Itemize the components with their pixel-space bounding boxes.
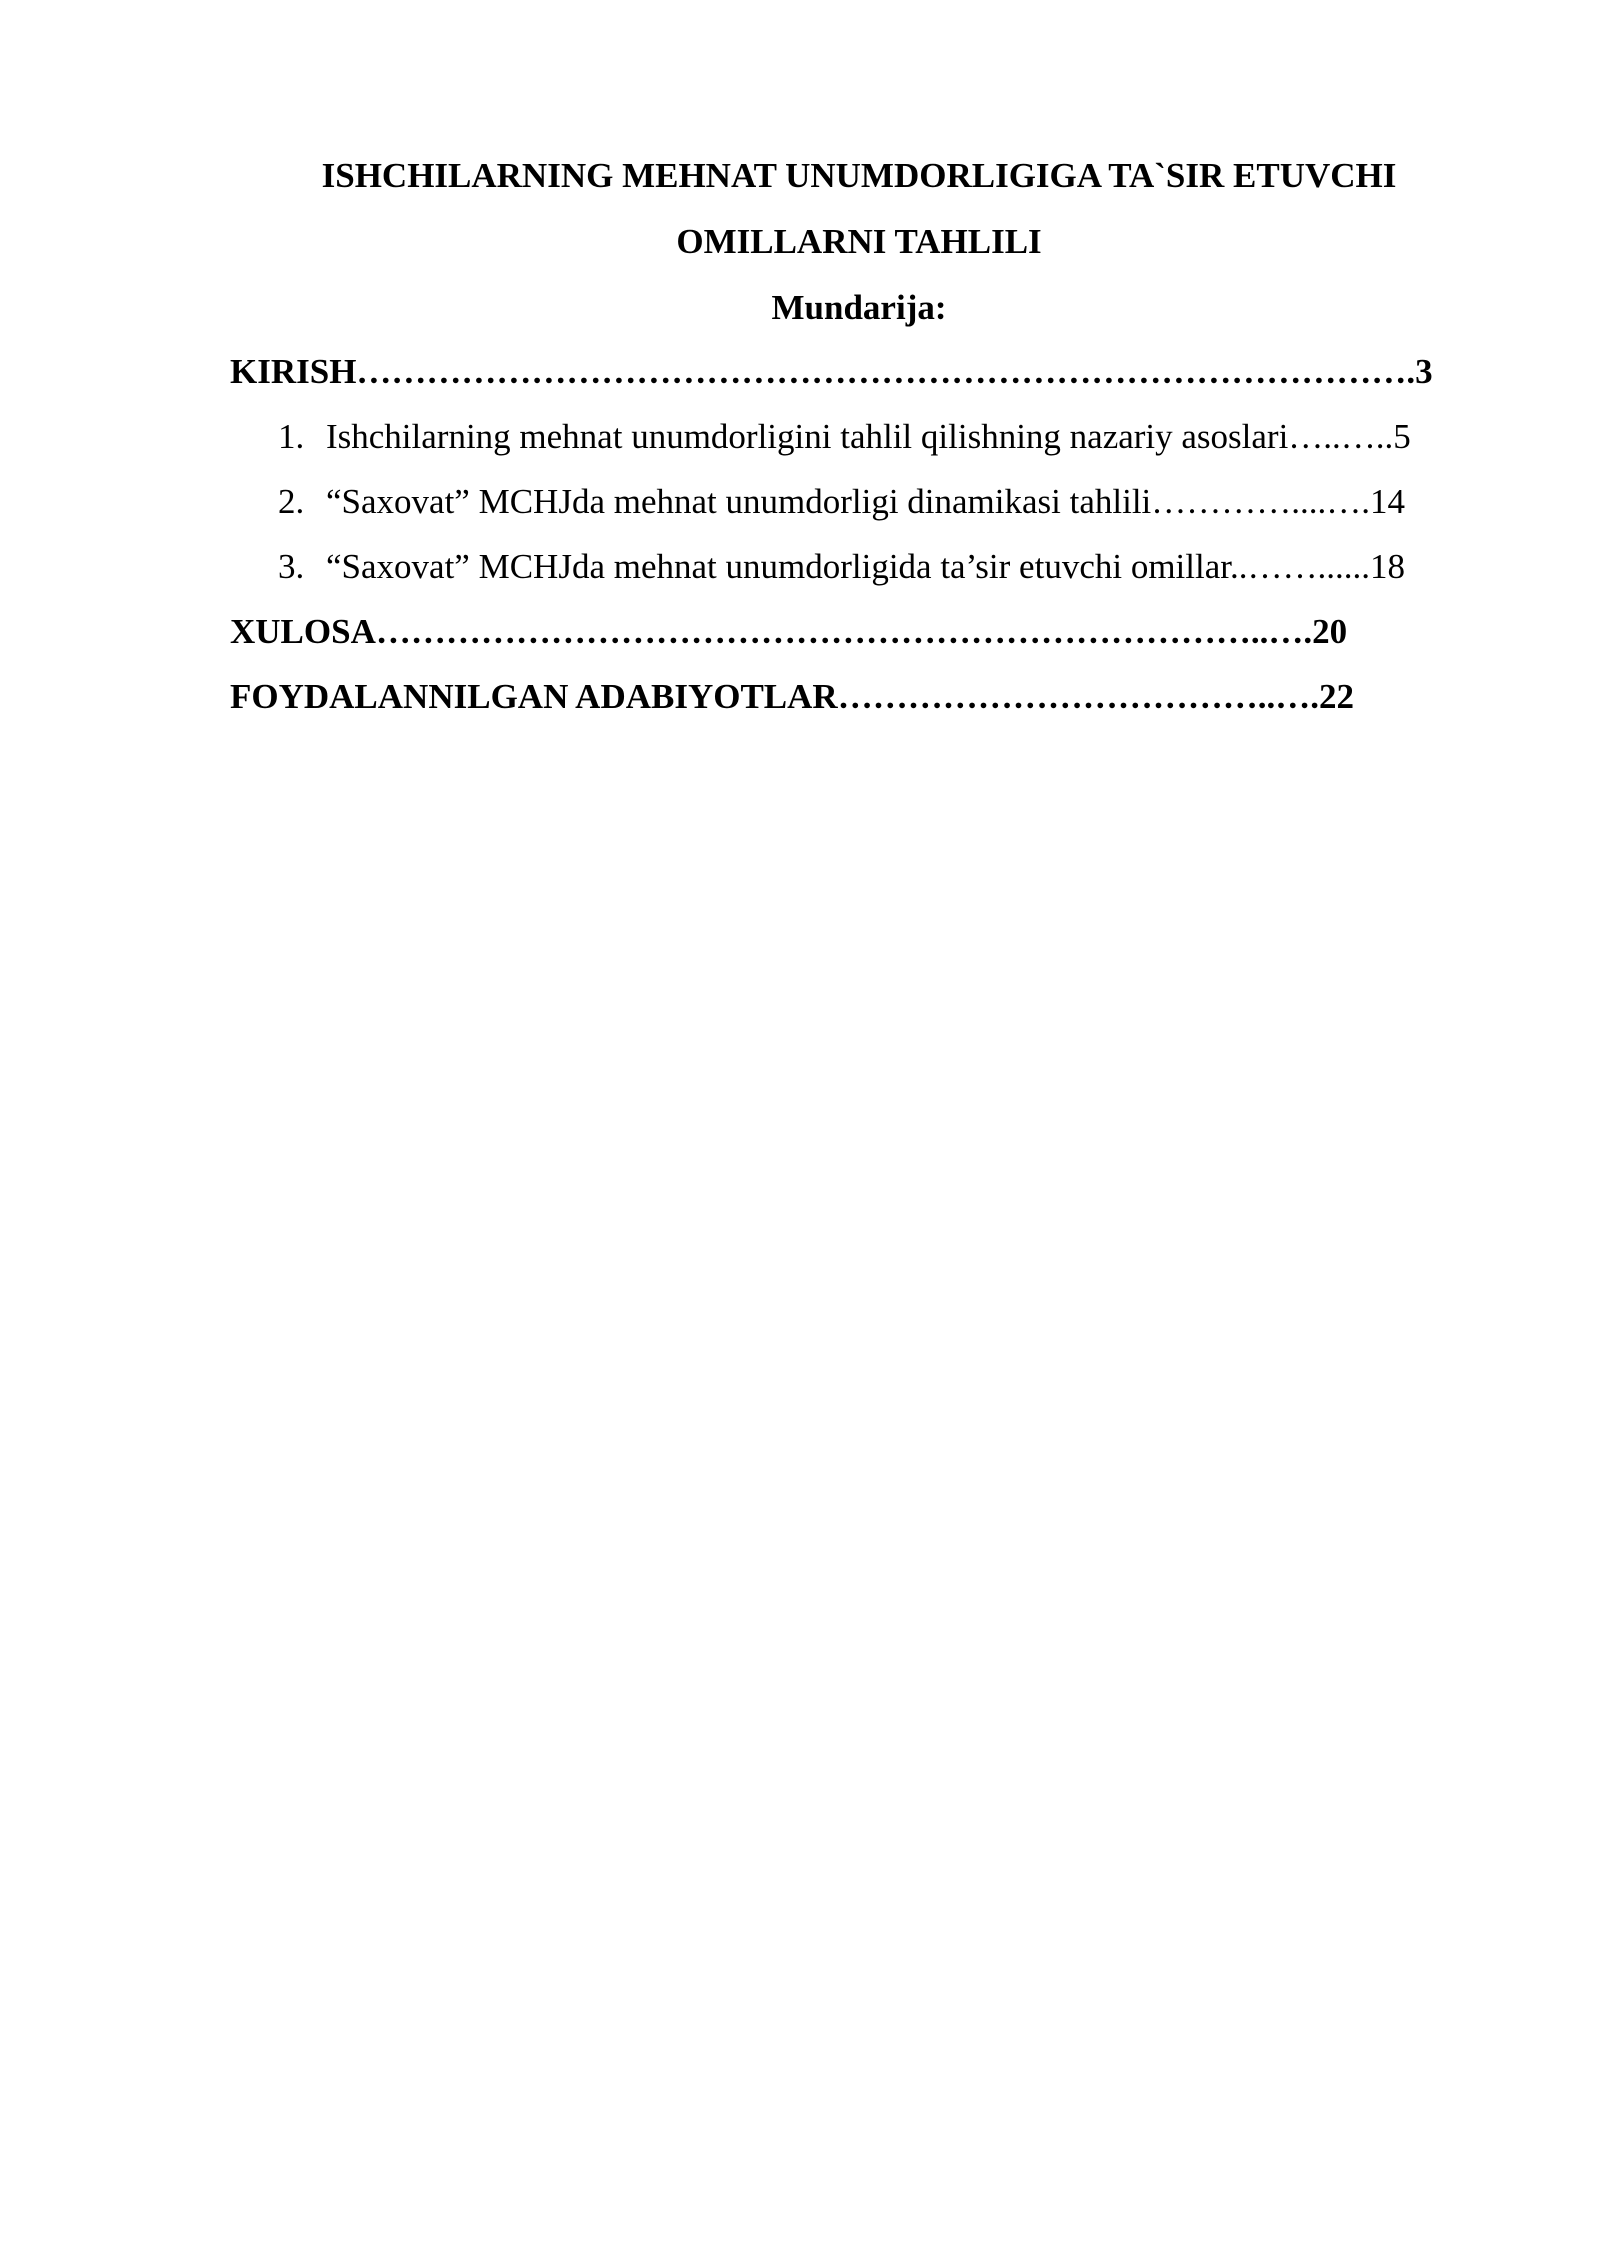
toc-entry-text: “Saxovat” MCHJda mehnat unumdorligi dinamikasi tahlili…………....….14 [326, 482, 1406, 521]
toc-entry-chapter-2 [278, 482, 1405, 522]
toc-entry-chapter-1 [278, 417, 1411, 457]
document-title-line-1: ISHCHILARNING MEHNAT UNUMDORLIGIGA TA`SIR ETUVCHI [321, 156, 1397, 195]
toc-entry-number: 3. [278, 547, 305, 586]
toc-entry-kirish: KIRISH……………………………………………………………………………….3 [230, 352, 1433, 391]
toc-entry-references: FOYDALANNILGAN ADABIYOTLAR………………………………..….22 [230, 677, 1354, 716]
table-of-contents-heading: Mundarija: [771, 288, 947, 327]
document-title-line-2: OMILLARNI TAHLILI [676, 222, 1042, 261]
toc-entry-chapter-3 [278, 547, 1405, 587]
toc-entry-text: “Saxovat” MCHJda mehnat unumdorligida ta’sir etuvchi omillar..……......18 [326, 547, 1405, 586]
toc-entry-xulosa: XULOSA…………………………………………………………………..….20 [230, 612, 1348, 651]
toc-entry-number: 2. [278, 482, 305, 521]
toc-entry-number: 1. [278, 417, 305, 456]
toc-entry-text: Ishchilarning mehnat unumdorligini tahlil qilishning nazariy asoslari…..…..5 [326, 417, 1411, 456]
